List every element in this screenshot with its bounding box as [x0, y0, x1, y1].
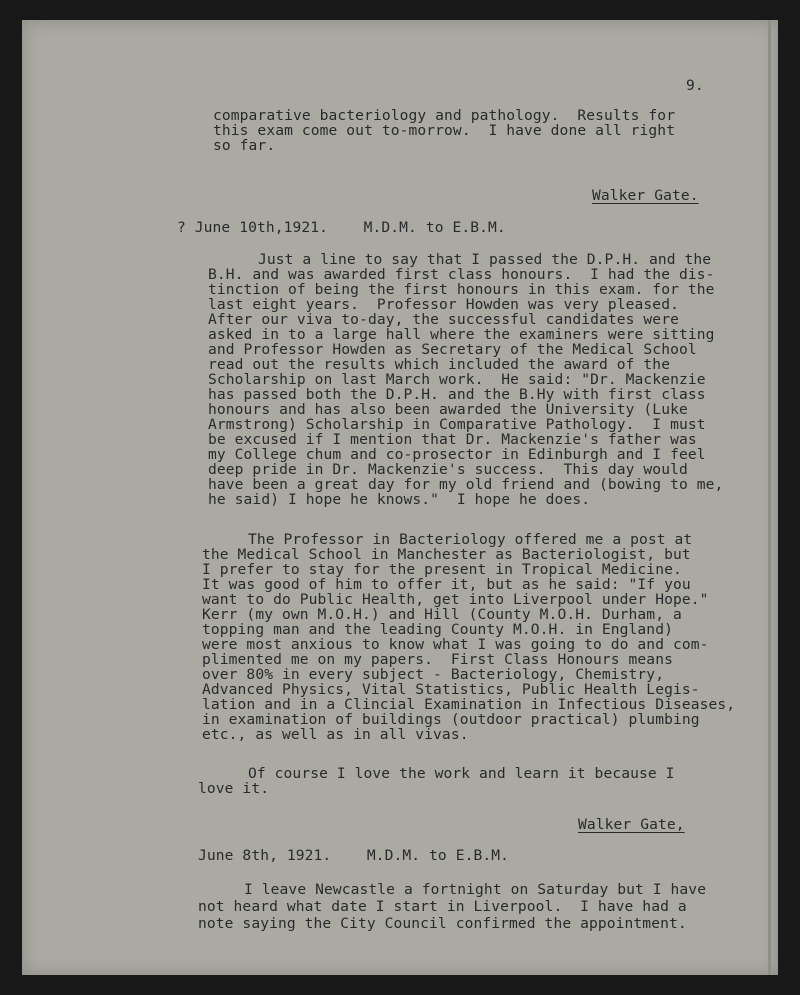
- page-edge: [768, 20, 771, 975]
- letter-page: [22, 20, 778, 975]
- entry2-place: Walker Gate,: [578, 816, 685, 833]
- entry2-date-line: June 8th, 1921. M.D.M. to E.B.M.: [198, 847, 510, 864]
- text-line: want to do Public Health, get into Liverpool under Hope.": [202, 591, 709, 608]
- text-line: has passed both the D.P.H. and the B.Hy with first class: [208, 386, 706, 403]
- text-line: note saying the City Council confirmed the appointment.: [198, 915, 687, 932]
- intro-line: this exam come out to-morrow. I have done all right: [213, 122, 676, 139]
- text-line: Armstrong) Scholarship in Comparative Pathology. I must: [208, 416, 706, 433]
- entry1-date-line: ? June 10th,1921. M.D.M. to E.B.M.: [177, 219, 506, 236]
- text-line: It was good of him to offer it, but as he said: "If you: [202, 576, 691, 593]
- text-line: in examination of buildings (outdoor practical) plumbing: [202, 711, 700, 728]
- text-line: After our viva to-day, the successful candidates were: [208, 311, 679, 328]
- text-line: The Professor in Bacteriology offered me a post at: [248, 531, 693, 548]
- text-line: Just a line to say that I passed the D.P.H. and the: [258, 251, 712, 268]
- text-line: have been a great day for my old friend and (bowing to me,: [208, 476, 724, 493]
- text-line: and Professor Howden as Secretary of the Medical School: [208, 341, 697, 358]
- intro-line: so far.: [213, 137, 276, 154]
- text-line: last eight years. Professor Howden was very pleased.: [208, 296, 679, 313]
- text-line: I prefer to stay for the present in Tropical Medicine.: [202, 561, 682, 578]
- text-line: the Medical School in Manchester as Bacteriologist, but: [202, 546, 691, 563]
- text-line: deep pride in Dr. Mackenzie's success. This day would: [208, 461, 688, 478]
- text-line: Kerr (my own M.O.H.) and Hill (County M.O.H. Durham, a: [202, 606, 682, 623]
- text-line: lation and in a Clincial Examination in Infectious Diseases,: [202, 696, 736, 713]
- text-line: Of course I love the work and learn it because I: [248, 765, 675, 782]
- text-line: read out the results which included the award of the: [208, 356, 671, 373]
- text-line: Advanced Physics, Vital Statistics, Public Health Legis-: [202, 681, 700, 698]
- intro-line: comparative bacteriology and pathology. Results for: [213, 107, 676, 124]
- text-line: over 80% in every subject - Bacteriology, Chemistry,: [202, 666, 665, 683]
- text-line: love it.: [198, 780, 270, 797]
- text-line: tinction of being the first honours in this exam. for the: [208, 281, 715, 298]
- text-line: he said) I hope he knows." I hope he does.: [208, 491, 591, 508]
- text-line: plimented me on my papers. First Class Honours means: [202, 651, 673, 668]
- text-line: Scholarship on last March work. He said: "Dr. Mackenzie: [208, 371, 706, 388]
- text-line: honours and has also been awarded the University (Luke: [208, 401, 688, 418]
- text-line: etc., as well as in all vivas.: [202, 726, 469, 743]
- text-line: were most anxious to know what I was going to do and com-: [202, 636, 709, 653]
- text-line: my College chum and co-prosector in Edinburgh and I feel: [208, 446, 706, 463]
- text-line: not heard what date I start in Liverpool. I have had a: [198, 898, 687, 915]
- text-line: topping man and the leading County M.O.H. in England): [202, 621, 673, 638]
- text-line: asked in to a large hall where the examiners were sitting: [208, 326, 715, 343]
- text-line: B.H. and was awarded first class honours. I had the dis-: [208, 266, 715, 283]
- page-number: 9.: [686, 77, 704, 94]
- text-line: be excused if I mention that Dr. Mackenzie's father was: [208, 431, 697, 448]
- entry1-place: Walker Gate.: [592, 187, 699, 204]
- text-line: I leave Newcastle a fortnight on Saturday but I have: [244, 881, 707, 898]
